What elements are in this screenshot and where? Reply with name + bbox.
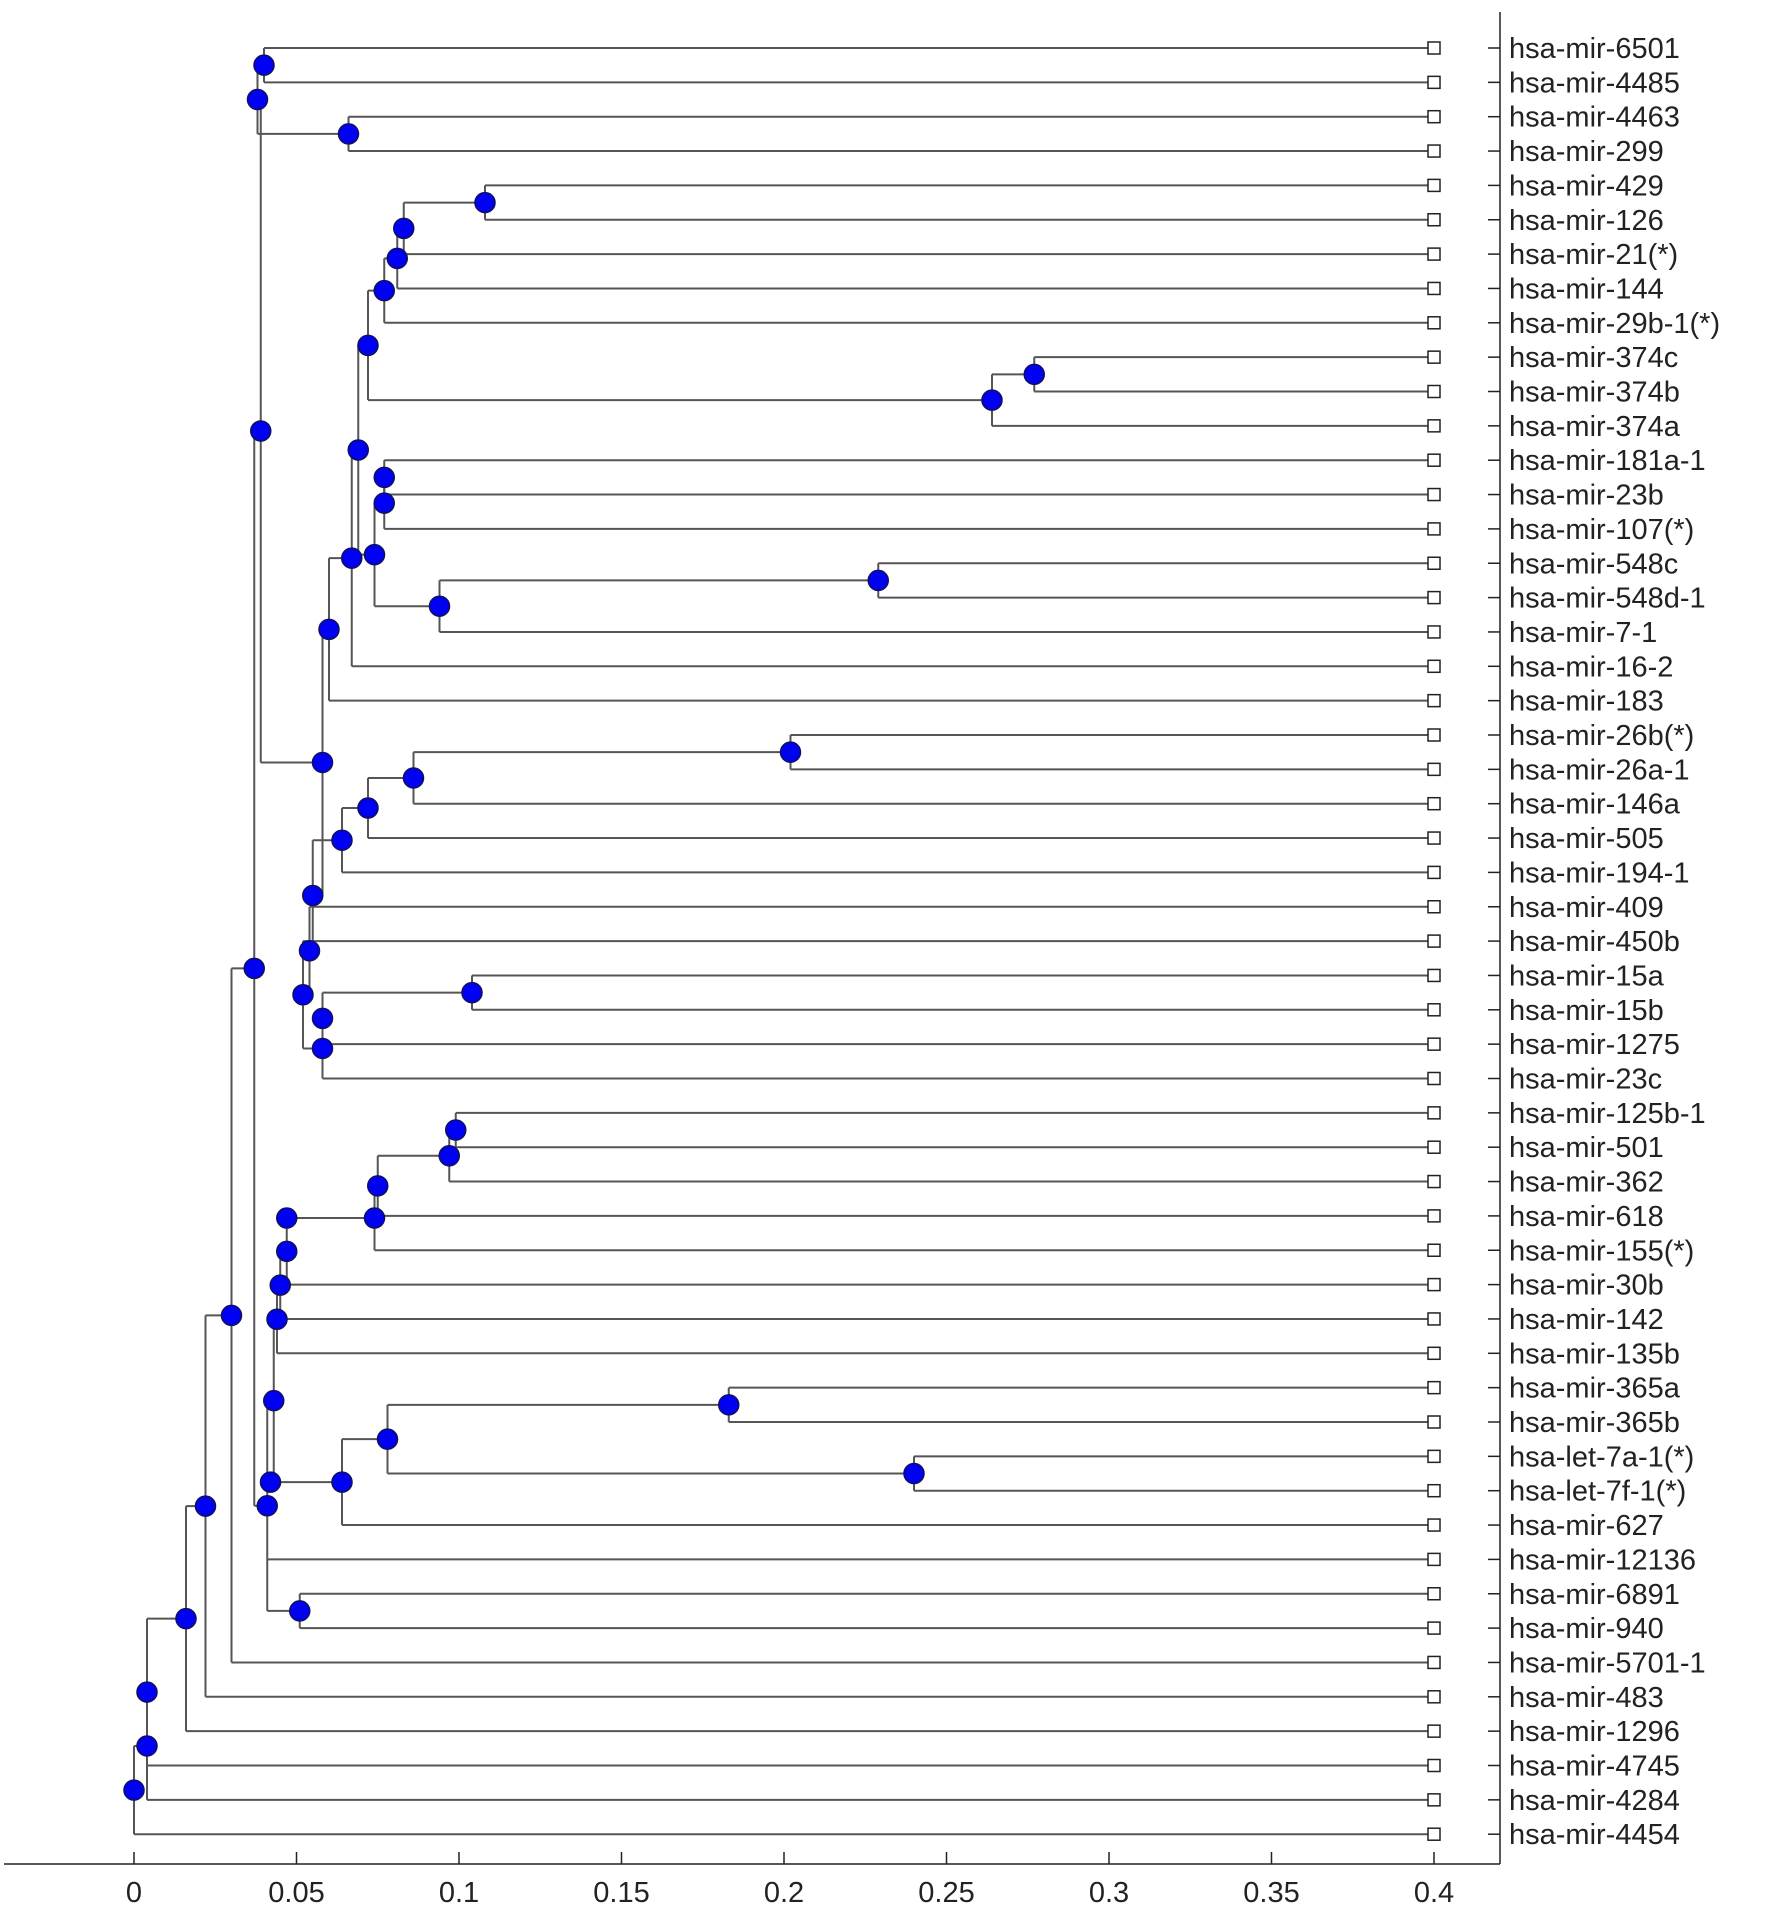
leaf-marker	[1428, 42, 1440, 54]
leaf-markers	[1428, 42, 1440, 1840]
x-tick-label: 0.35	[1243, 1877, 1300, 1909]
node-marker	[313, 752, 333, 772]
node-marker	[1024, 364, 1044, 384]
leaf-label: hsa-mir-940	[1509, 1613, 1664, 1646]
node-marker	[290, 1601, 310, 1621]
leaf-label: hsa-mir-155(*)	[1509, 1235, 1695, 1268]
leaf-marker	[1428, 1828, 1440, 1840]
leaf-marker	[1428, 1176, 1440, 1188]
leaf-label: hsa-mir-4463	[1509, 101, 1680, 134]
leaf-label: hsa-mir-181a-1	[1509, 445, 1706, 478]
leaf-marker	[1428, 866, 1440, 878]
leaf-marker	[1428, 145, 1440, 157]
leaf-labels	[1509, 33, 1720, 1851]
node-marker	[462, 983, 482, 1003]
node-marker	[254, 55, 274, 75]
node-marker	[374, 467, 394, 487]
leaf-marker	[1428, 1794, 1440, 1806]
leaf-marker	[1428, 1519, 1440, 1531]
x-tick-label: 0.4	[1413, 1877, 1455, 1909]
leaf-label: hsa-mir-483	[1509, 1681, 1664, 1714]
x-tick-label: 0.1	[438, 1877, 480, 1909]
leaf-label: hsa-mir-23c	[1509, 1063, 1663, 1096]
node-marker	[244, 958, 264, 978]
leaf-label: hsa-mir-126	[1509, 204, 1664, 237]
node-marker	[300, 941, 320, 961]
node-marker	[868, 570, 888, 590]
leaf-label: hsa-mir-125b-1	[1509, 1097, 1706, 1130]
leaf-marker	[1428, 729, 1440, 741]
node-marker	[378, 1429, 398, 1449]
leaf-marker	[1428, 1553, 1440, 1565]
node-marker	[319, 619, 339, 639]
leaf-label: hsa-mir-135b	[1509, 1338, 1680, 1371]
leaf-label: hsa-mir-365b	[1509, 1407, 1680, 1439]
node-marker	[430, 596, 450, 616]
leaf-marker	[1428, 660, 1440, 672]
node-marker	[251, 421, 271, 441]
leaf-label: hsa-mir-374c	[1509, 342, 1679, 375]
leaf-label: hsa-mir-142	[1509, 1303, 1664, 1336]
leaf-marker	[1428, 248, 1440, 260]
leaf-label: hsa-mir-23b	[1509, 479, 1664, 512]
leaf-marker	[1428, 1313, 1440, 1325]
leaf-marker	[1428, 1004, 1440, 1016]
leaf-label: hsa-mir-618	[1509, 1200, 1664, 1233]
node-marker	[261, 1472, 281, 1492]
node-marker	[404, 768, 424, 788]
leaf-marker	[1428, 76, 1440, 88]
node-marker	[124, 1780, 144, 1800]
leaf-marker	[1428, 1210, 1440, 1222]
leaf-label: hsa-mir-365a	[1509, 1372, 1680, 1405]
leaf-label: hsa-mir-374b	[1509, 376, 1680, 409]
leaf-label: hsa-mir-409	[1509, 891, 1664, 924]
node-marker	[339, 124, 359, 144]
leaf-label: hsa-mir-5701-1	[1509, 1647, 1706, 1680]
leaf-marker	[1428, 1141, 1440, 1153]
leaf-marker	[1428, 523, 1440, 535]
leaf-marker	[1428, 1279, 1440, 1291]
node-marker	[358, 335, 378, 355]
node-marker	[394, 218, 414, 238]
leaf-marker	[1428, 386, 1440, 398]
leaf-label: hsa-mir-21(*)	[1509, 239, 1679, 272]
leaf-label: hsa-mir-12136	[1509, 1544, 1696, 1577]
leaf-marker	[1428, 1073, 1440, 1085]
node-marker	[439, 1146, 459, 1166]
leaf-marker	[1428, 351, 1440, 363]
leaf-label: hsa-mir-1275	[1509, 1029, 1680, 1062]
node-marker	[719, 1395, 739, 1415]
node-marker	[277, 1208, 297, 1228]
node-marker	[293, 985, 313, 1005]
leaf-label: hsa-mir-4745	[1509, 1750, 1680, 1783]
leaf-marker	[1428, 111, 1440, 123]
leaf-label: hsa-mir-374a	[1509, 410, 1680, 443]
x-tick-label: 0.15	[593, 1877, 650, 1909]
leaf-marker	[1428, 557, 1440, 569]
leaf-label: hsa-mir-429	[1509, 170, 1664, 203]
node-markers	[124, 55, 1044, 1800]
leaf-marker	[1428, 1485, 1440, 1497]
leaf-label: hsa-mir-183	[1509, 685, 1664, 718]
leaf-label: hsa-mir-4485	[1509, 67, 1680, 100]
leaf-marker	[1428, 1416, 1440, 1428]
node-marker	[332, 1472, 352, 1492]
node-marker	[257, 1496, 277, 1516]
leaf-marker	[1428, 1038, 1440, 1050]
leaf-label: hsa-mir-26a-1	[1509, 754, 1690, 787]
leaf-label: hsa-mir-15a	[1509, 960, 1664, 993]
node-marker	[387, 248, 407, 268]
leaf-label: hsa-mir-15b	[1509, 994, 1664, 1027]
leaf-label: hsa-mir-362	[1509, 1166, 1664, 1199]
x-axis	[4, 12, 1500, 1909]
leaf-label: hsa-mir-194-1	[1509, 857, 1690, 890]
leaf-marker	[1428, 1347, 1440, 1359]
node-marker	[446, 1120, 466, 1140]
node-marker	[267, 1309, 287, 1329]
x-tick-label: 0.05	[268, 1877, 325, 1909]
leaf-label: hsa-mir-30b	[1509, 1269, 1664, 1302]
branch-lines	[134, 48, 1434, 1834]
leaf-marker	[1428, 454, 1440, 466]
leaf-marker	[1428, 695, 1440, 707]
node-marker	[303, 885, 323, 905]
leaf-label: hsa-mir-548c	[1509, 548, 1679, 581]
node-marker	[222, 1305, 242, 1325]
node-marker	[781, 742, 801, 762]
leaf-marker	[1428, 282, 1440, 294]
leaf-label: hsa-mir-6891	[1509, 1578, 1680, 1611]
leaf-marker	[1428, 798, 1440, 810]
leaf-marker	[1428, 1622, 1440, 1634]
leaf-label: hsa-mir-627	[1509, 1510, 1664, 1543]
node-marker	[365, 1208, 385, 1228]
leaf-marker	[1428, 763, 1440, 775]
leaf-label: hsa-mir-450b	[1509, 926, 1680, 959]
node-marker	[313, 1008, 333, 1028]
node-marker	[196, 1496, 216, 1516]
node-marker	[264, 1391, 284, 1411]
leaf-marker	[1428, 832, 1440, 844]
node-marker	[342, 548, 362, 568]
leaf-label: hsa-mir-6501	[1509, 33, 1680, 65]
x-tick-label: 0.2	[763, 1877, 805, 1909]
leaf-label: hsa-mir-16-2	[1509, 651, 1674, 684]
leaf-marker	[1428, 1656, 1440, 1668]
node-marker	[137, 1682, 157, 1702]
leaf-marker	[1428, 935, 1440, 947]
leaf-label: hsa-mir-548d-1	[1509, 582, 1706, 615]
leaf-marker	[1428, 420, 1440, 432]
leaf-marker	[1428, 1588, 1440, 1600]
leaf-label: hsa-mir-501	[1509, 1132, 1664, 1165]
leaf-marker	[1428, 489, 1440, 501]
node-marker	[904, 1464, 924, 1484]
leaf-label: hsa-mir-299	[1509, 136, 1664, 169]
leaf-marker	[1428, 1450, 1440, 1462]
leaf-label: hsa-mir-1296	[1509, 1716, 1680, 1749]
node-marker	[368, 1176, 388, 1196]
x-tick-label: 0	[125, 1877, 143, 1909]
leaf-label: hsa-mir-4454	[1509, 1819, 1680, 1852]
node-marker	[358, 798, 378, 818]
node-marker	[332, 830, 352, 850]
leaf-label: hsa-mir-107(*)	[1509, 513, 1695, 546]
leaf-marker	[1428, 901, 1440, 913]
x-tick-label: 0.3	[1088, 1877, 1130, 1909]
leaf-marker	[1428, 1107, 1440, 1119]
leaf-label: hsa-mir-4284	[1509, 1784, 1680, 1817]
node-marker	[374, 493, 394, 513]
leaf-label: hsa-let-7a-1(*)	[1509, 1441, 1695, 1474]
leaf-marker	[1428, 179, 1440, 191]
leaf-label: hsa-mir-29b-1(*)	[1509, 307, 1721, 340]
x-tick-label: 0.25	[918, 1877, 975, 1909]
leaf-marker	[1428, 969, 1440, 981]
node-marker	[982, 390, 1002, 410]
leaf-marker	[1428, 1382, 1440, 1394]
leaf-marker	[1428, 1244, 1440, 1256]
leaf-label: hsa-mir-505	[1509, 823, 1664, 856]
node-marker	[374, 281, 394, 301]
leaf-marker	[1428, 1760, 1440, 1772]
leaf-label: hsa-mir-146a	[1509, 788, 1680, 821]
node-marker	[176, 1609, 196, 1629]
node-marker	[348, 440, 368, 460]
leaf-label: hsa-mir-26b(*)	[1509, 720, 1695, 752]
node-marker	[277, 1241, 297, 1261]
leaf-label: hsa-let-7f-1(*)	[1509, 1475, 1687, 1508]
node-marker	[475, 193, 495, 213]
leaf-marker	[1428, 1691, 1440, 1703]
leaf-marker	[1428, 592, 1440, 604]
node-marker	[365, 545, 385, 565]
leaf-marker	[1428, 214, 1440, 226]
leaf-label: hsa-mir-144	[1509, 273, 1664, 306]
leaf-label: hsa-mir-7-1	[1509, 616, 1658, 649]
node-marker	[270, 1275, 290, 1295]
leaf-marker	[1428, 317, 1440, 329]
node-marker	[313, 1038, 333, 1058]
leaf-marker	[1428, 1725, 1440, 1737]
node-marker	[248, 90, 268, 110]
node-marker	[137, 1736, 157, 1756]
leaf-marker	[1428, 626, 1440, 638]
